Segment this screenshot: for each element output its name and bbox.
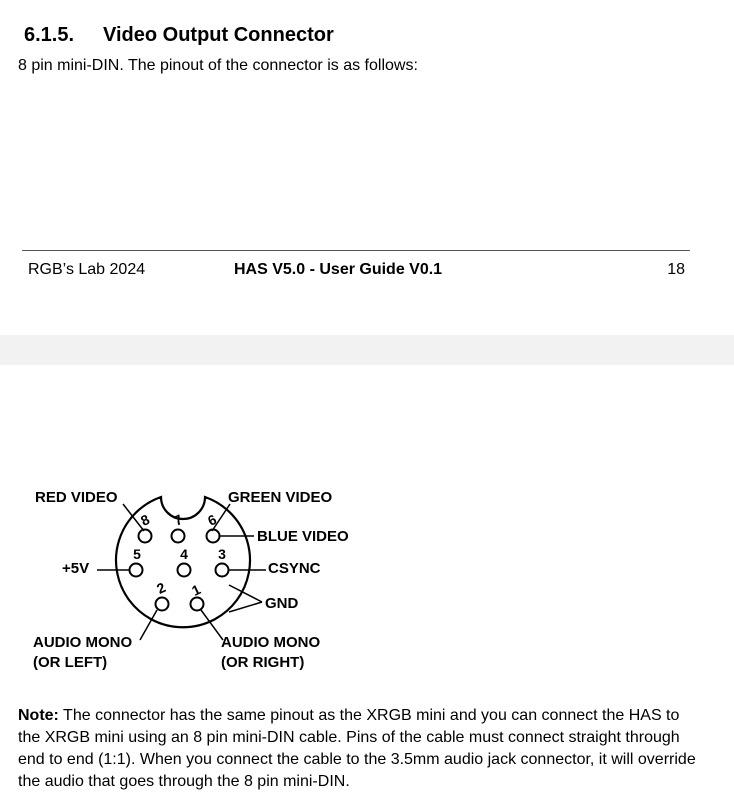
label-gnd: GND	[265, 595, 299, 612]
pin-number-7: 7	[171, 511, 185, 529]
label-audio-left-line2: (OR LEFT)	[33, 654, 108, 671]
leader-gnd-upper	[229, 585, 262, 602]
label-plus5v: +5V	[62, 560, 90, 577]
label-audio-left-line1: AUDIO MONO	[33, 634, 133, 651]
footer-document-title: HAS V5.0 - User Guide V0.1	[234, 261, 443, 278]
pin-number-2: 2	[154, 579, 168, 597]
pin-number-6: 6	[205, 511, 219, 529]
label-audio-right-line1: AUDIO MONO	[221, 634, 321, 651]
label-green-video: GREEN VIDEO	[228, 489, 333, 506]
leader-audio-right	[201, 610, 223, 640]
note-label: Note:	[18, 707, 59, 724]
page-separator	[0, 335, 734, 365]
pin-number-5: 5	[133, 546, 141, 562]
label-csync: CSYNC	[268, 560, 321, 577]
note-paragraph	[18, 705, 698, 793]
label-blue-video: BLUE VIDEO	[257, 528, 349, 545]
section-title: Video Output Connector	[103, 24, 334, 46]
pin-6	[207, 530, 220, 543]
section-intro: 8 pin mini-DIN. The pinout of the connector is as follows:	[18, 57, 418, 74]
section-number: 6.1.5.	[24, 24, 75, 46]
pin-5	[130, 564, 143, 577]
pin-3	[216, 564, 229, 577]
pin-8	[139, 530, 152, 543]
page-upper	[0, 0, 734, 335]
footer-left-text: RGB’s Lab 2024	[28, 261, 146, 278]
pin-number-4: 4	[180, 546, 188, 562]
note-text: The connector has the same pinout as the XRGB mini and you can connect the HAS to the XRGB mini using an 8 pin mini-DIN cable. Pins of the cable must connect straight through end to end (1:1). When you connect the cable to the 3.5mm audio jack connector, it will override the audio that goes through the 8 pin mini-DIN.	[18, 707, 696, 790]
footer-page-number: 18	[667, 261, 685, 278]
mini-din-pinout-diagram	[0, 470, 380, 680]
pin-number-1: 1	[189, 581, 203, 599]
pin-7	[172, 530, 185, 543]
connector-outline	[116, 497, 250, 627]
pin-number-3: 3	[218, 546, 226, 562]
pin-4	[178, 564, 191, 577]
pin-number-8: 8	[138, 511, 152, 529]
section-heading	[24, 24, 334, 47]
pin-1	[191, 598, 204, 611]
pin-2	[156, 598, 169, 611]
label-audio-right-line2: (OR RIGHT)	[221, 654, 305, 671]
label-red-video: RED VIDEO	[35, 489, 118, 506]
footer-divider	[22, 250, 690, 251]
